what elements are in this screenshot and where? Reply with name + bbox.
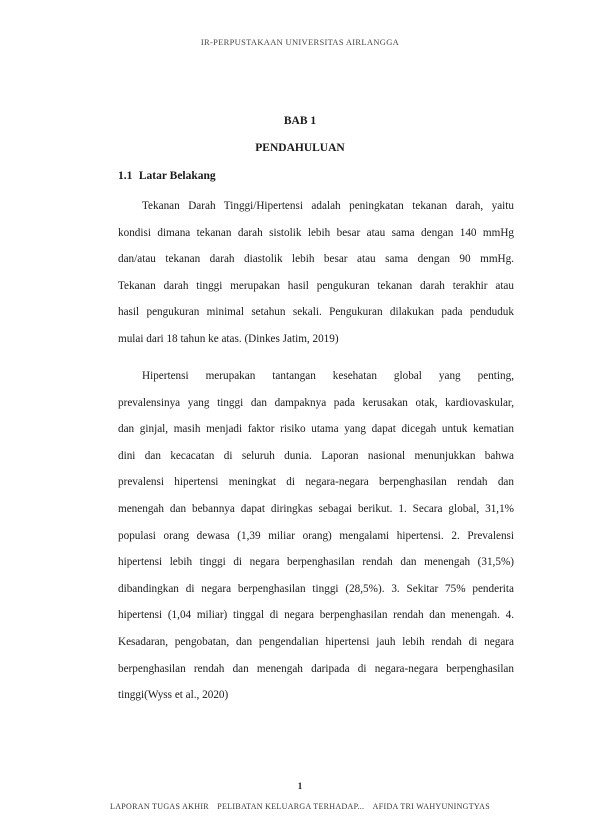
paragraph-line: dan ginjal, masih menjadi faktor risiko utama yang dapat dicegah untuk kematian	[118, 423, 514, 436]
chapter-number: BAB 1	[283, 115, 317, 127]
paragraph-line: hipertensi lebih tinggi di negara berpenghasilan rendah dan menengah (31,5%)	[118, 556, 514, 569]
paragraph-line: Tekanan darah tinggi merupakan hasil pengukuran tekanan darah terakhir atau	[118, 279, 514, 292]
section-heading	[118, 170, 216, 182]
paragraph-line: dan/atau tekanan darah diastolik lebih besar atau sama dengan 90 mmHg.	[118, 253, 514, 266]
paragraph-line: dibandingkan di negara berpenghasilan tinggi (28,5%). 3. Sekitar 75% penderita	[118, 582, 514, 595]
paragraph-1	[118, 193, 514, 353]
paragraph-line: hasil pengukuran minimal setahun sekali. Pengukuran dilakukan pada penduduk	[118, 306, 514, 319]
section-number: 1.1	[118, 170, 133, 182]
footer-report-label: LAPORAN TUGAS AKHIR	[110, 802, 209, 811]
paragraph-line: populasi orang dewasa (1,39 miliar orang) mengalami hipertensi. 2. Prevalensi	[118, 529, 514, 542]
paragraph-line: Tekanan Darah Tinggi/Hipertensi adalah peningkatan tekanan darah, yaitu	[142, 200, 514, 212]
page-number: 1	[297, 781, 303, 791]
paragraph-line: prevalensinya yang tinggi dan dampaknya pada kerusakan otak, kardiovaskular,	[118, 396, 514, 409]
paragraph-line: tinggi(Wyss et al., 2020)	[118, 689, 229, 702]
paragraph-line: kondisi dimana tekanan darah sistolik lebih besar atau sama dengan 140 mmHg	[118, 226, 514, 239]
document-footer	[0, 802, 600, 811]
paragraph-line: prevalensi hipertensi meningkat di negara-negara berpenghasilan rendah dan	[118, 476, 514, 489]
paragraph-line: dini dan kecacatan di seluruh dunia. Laporan nasional menunjukkan bahwa	[118, 449, 514, 462]
paragraph-line: menengah dan bebannya dapat diringkas sebagai berikut. 1. Secara global, 31,1%	[118, 502, 514, 515]
paragraph-2	[118, 363, 514, 709]
paragraph-line: Hipertensi merupakan tantangan kesehatan global yang penting,	[142, 370, 514, 382]
paragraph-line: mulai dari 18 tahun ke atas. (Dinkes Jatim, 2019)	[118, 332, 339, 345]
footer-author: AFIDA TRI WAHYUNINGTYAS	[372, 802, 490, 811]
footer-title: PELIBATAN KELUARGA TERHADAP...	[217, 802, 365, 811]
chapter-title: PENDAHULUAN	[255, 142, 345, 154]
section-title: Latar Belakang	[138, 170, 216, 182]
repository-header: IR-PERPUSTAKAAN UNIVERSITAS AIRLANGGA	[200, 37, 400, 47]
paragraph-line: berpenghasilan rendah dan menengah daripada di negara-negara berpenghasilan	[118, 662, 514, 675]
paragraph-line: hipertensi (1,04 miliar) tinggal di negara berpenghasilan rendah dan menengah. 4.	[118, 609, 514, 622]
paragraph-line: Kesadaran, pengobatan, dan pengendalian hipertensi jauh lebih rendah di negara	[118, 635, 514, 648]
